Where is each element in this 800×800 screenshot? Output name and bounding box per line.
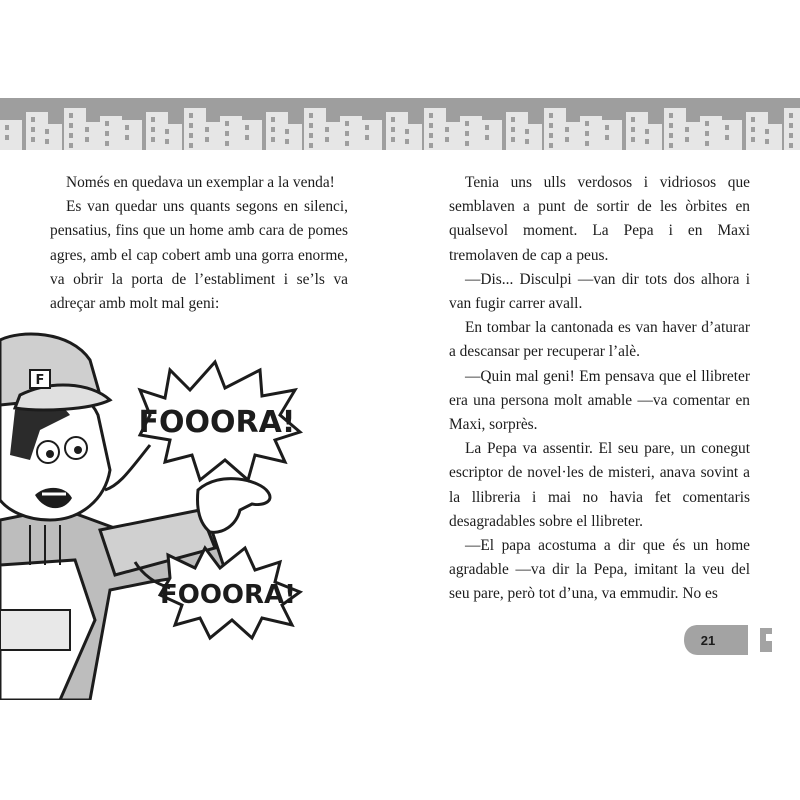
paragraph: La Pepa va assentir. El seu pare, un conegut escriptor de novel·les de misteri, anava sovint a la llibreria i mai no havia fet comentaris desagradables sobre el llibreter. xyxy=(449,440,750,530)
paragraph: En tombar la cantonada es van haver d’aturar a descansar per recuperar l’alè. xyxy=(449,319,750,361)
shout-text-top: FOOORA! xyxy=(138,405,296,440)
skyline-banner xyxy=(0,98,800,150)
angry-bookseller-illustration xyxy=(0,320,320,700)
paragraph: —Dis... Disculpi —van dir tots dos alhora i van fugir carrer avall. xyxy=(449,270,750,313)
paragraph: —Quin mal geni! Em pensava que el llibreter era una persona molt amable —va comentar en Maxi, sorprès. xyxy=(449,367,750,434)
left-column-text xyxy=(50,171,348,316)
paragraph: —El papa acostuma a dir que és un home agradable —va dir la Pepa, imitant la veu del seu pare, però tot d’una, va emmudir. No es xyxy=(449,537,750,603)
paragraph: Tenia uns ulls verdosos i vidriosos que semblaven a punt de sortir de les òrbites en qualsevol moment. La Pepa i en Maxi tremolaven de cap a peus. xyxy=(449,174,750,264)
page-number: 21 xyxy=(700,633,716,648)
cap-badge-letter: F xyxy=(35,373,45,388)
shout-text-bottom: FOOORA! xyxy=(159,580,297,610)
paragraph: Només en quedava un exemplar a la venda! xyxy=(66,174,335,191)
skyline-decoration xyxy=(0,98,800,150)
paragraph: Es van quedar uns quants segons en silenci, pensatius, fins que un home amb cara de pomes agres, amb el cap cobert amb una gorra enorme, va obrir la porta de l’establiment i se’ls va adreçar amb molt mal geni: xyxy=(50,198,348,313)
right-column-text xyxy=(449,171,750,607)
